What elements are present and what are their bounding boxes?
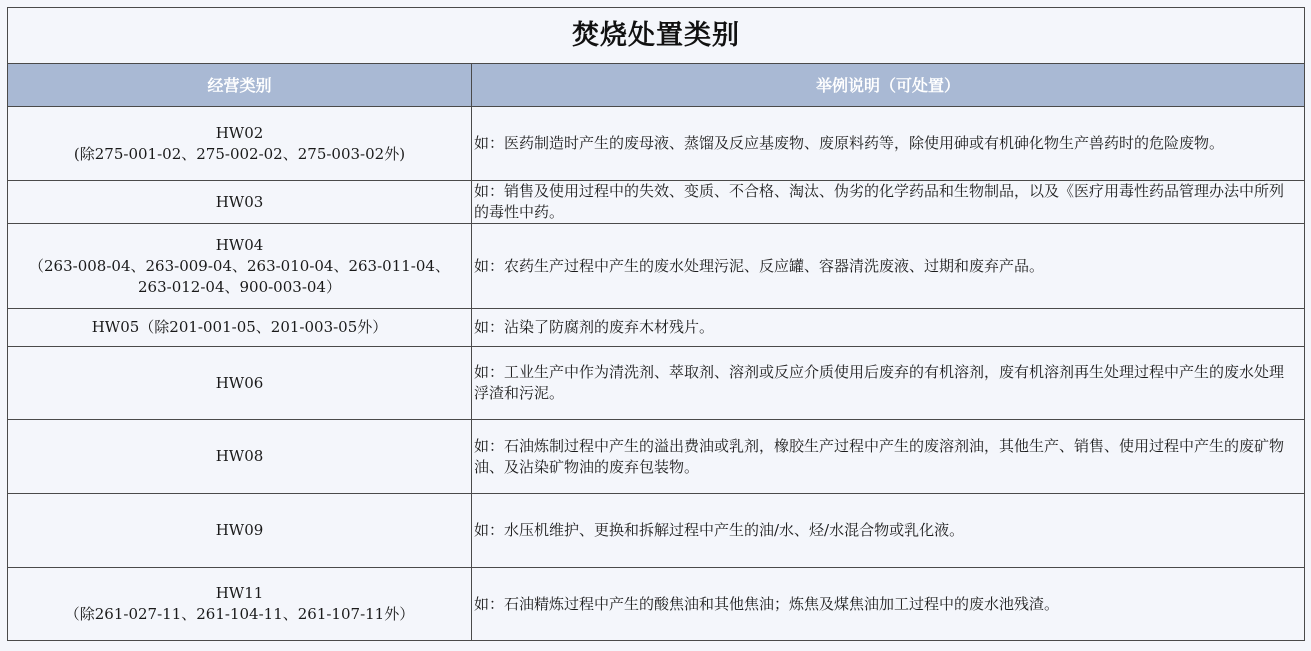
table-row <box>8 309 1305 347</box>
category-cell <box>8 347 472 420</box>
category-exclusion: (除275-001-02、275-002-02、275-003-02外) <box>73 144 406 163</box>
category-code: HW06 <box>215 373 264 392</box>
table-row <box>8 420 1305 494</box>
description-cell: 如：农药生产过程中产生的废水处理污泥、反应罐、容器清洗废液、过期和废弃产品。 <box>472 224 1305 309</box>
category-code: HW03 <box>215 192 264 211</box>
disposal-category-table <box>7 7 1305 641</box>
category-exclusion: （除261-027-11、261-104-11、261-107-11外） <box>64 605 415 623</box>
description-cell: 如：沾染了防腐剂的废弃木材残片。 <box>472 309 1305 347</box>
category-cell <box>8 568 472 641</box>
description-cell: 如：工业生产中作为清洗剂、萃取剂、溶剂或反应介质使用后废弃的有机溶剂，废有机溶剂再生处理过程中产生的废水处理浮渣和污泥。 <box>472 347 1305 420</box>
category-cell <box>8 181 472 224</box>
disposal-table-container <box>7 7 1304 641</box>
description-cell: 如：石油精炼过程中产生的酸焦油和其他焦油；炼焦及煤焦油加工过程中的废水池残渣。 <box>472 568 1305 641</box>
category-cell <box>8 107 472 181</box>
category-exclusion: 263-012-04、900-003-04） <box>138 277 341 296</box>
category-cell <box>8 309 472 347</box>
header-category: 经营类别 <box>8 64 472 107</box>
table-row <box>8 568 1305 641</box>
category-cell <box>8 224 472 309</box>
table-row <box>8 107 1305 181</box>
table-row <box>8 494 1305 568</box>
header-examples: 举例说明（可处置） <box>472 64 1305 107</box>
category-code: HW04 <box>215 235 264 254</box>
category-code: HW02 <box>215 123 264 142</box>
description-cell: 如：石油炼制过程中产生的溢出费油或乳剂，橡胶生产过程中产生的废溶剂油，其他生产、销售、使用过程中产生的废矿物油、及沾染矿物油的废弃包装物。 <box>472 420 1305 494</box>
description-cell: 如：销售及使用过程中的失效、变质、不合格、淘汰、伪劣的化学药品和生物制品，以及《医疗用毒性药品管理办法中所列的毒性中药。 <box>472 181 1305 224</box>
description-cell: 如：医药制造时产生的废母液、蒸馏及反应基废物、废原料药等，除使用砷或有机砷化物生产兽药时的危险废物。 <box>472 107 1305 181</box>
category-code: HW05（除201-001-05、201-003-05外） <box>91 318 388 336</box>
category-code: HW08 <box>215 447 264 465</box>
table-row <box>8 347 1305 420</box>
header-row <box>8 64 1305 107</box>
table-row <box>8 181 1305 224</box>
table-row <box>8 224 1305 309</box>
category-cell <box>8 420 472 494</box>
description-cell: 如：水压机维护、更换和拆解过程中产生的油/水、烃/水混合物或乳化液。 <box>472 494 1305 568</box>
category-code: HW09 <box>215 521 264 539</box>
title-row <box>8 8 1305 64</box>
category-exclusion: （263-008-04、263-009-04、263-010-04、263-011-04、 <box>29 256 450 275</box>
category-cell <box>8 494 472 568</box>
category-code: HW11 <box>215 584 264 602</box>
table-title: 焚烧处置类别 <box>8 8 1305 64</box>
